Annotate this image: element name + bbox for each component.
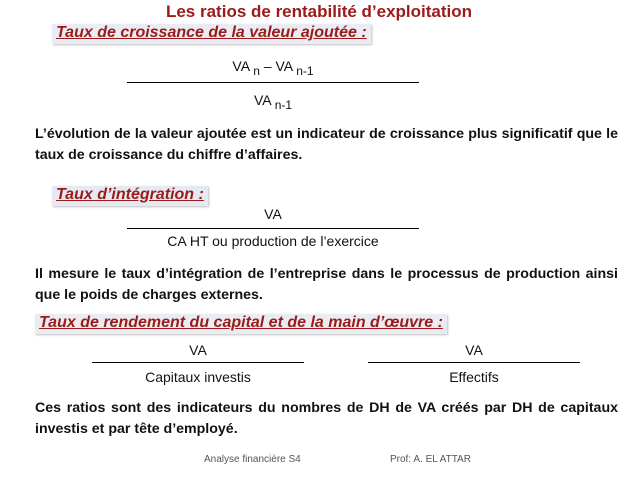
footer-course: Analyse financière S4	[204, 454, 301, 465]
integration-denominator: CA HT ou production de l’exercice	[167, 233, 379, 249]
subscript-n-1: n-1	[296, 64, 314, 78]
heading-growth-rate: Taux de croissance de la valeur ajoutée :	[52, 24, 371, 44]
denominator-va: VA	[253, 92, 271, 108]
integration-numerator: VA	[264, 206, 282, 222]
fraction-bar-growth	[127, 82, 419, 83]
staff-numerator: VA	[465, 342, 483, 358]
heading-integration-rate: Taux d’intégration :	[52, 186, 208, 206]
minus-sign: –	[259, 58, 276, 74]
fraction-bar-staff	[368, 362, 580, 363]
subscript-n: n	[253, 64, 260, 78]
footer-author: Prof: A. EL ATTAR	[390, 454, 471, 465]
capital-denominator: Capitaux investis	[145, 369, 251, 385]
formula-growth-denominator	[127, 92, 419, 112]
numerator-va-n-1: VA	[275, 58, 293, 74]
slide-title: Les ratios de rentabilité d’exploitation	[165, 2, 473, 21]
numerator-va-n: VA	[232, 58, 250, 74]
denominator-subscript: n-1	[274, 98, 293, 112]
staff-denominator: Effectifs	[449, 369, 499, 385]
heading-capital-labour-return: Taux de rendement du capital et de la main d’œuvre :	[35, 314, 447, 334]
growth-rate-explanation: L’évolution de la valeur ajoutée est un indicateur de croissance plus significatif que le taux de croissance du chiffre d’affaires.	[35, 126, 618, 163]
fraction-bar-capital	[92, 362, 304, 363]
capital-numerator: VA	[189, 342, 207, 358]
fraction-bar-integration	[127, 228, 419, 229]
integration-explanation: Il mesure le taux d’intégration de l’entreprise dans le processus de production ainsi que le poids de charges externes.	[35, 266, 618, 303]
capital-labour-explanation: Ces ratios sont des indicateurs du nombres de DH de VA créés par DH de capitaux investis et par tête d’employé.	[35, 400, 618, 437]
formula-growth-numerator	[127, 58, 419, 78]
